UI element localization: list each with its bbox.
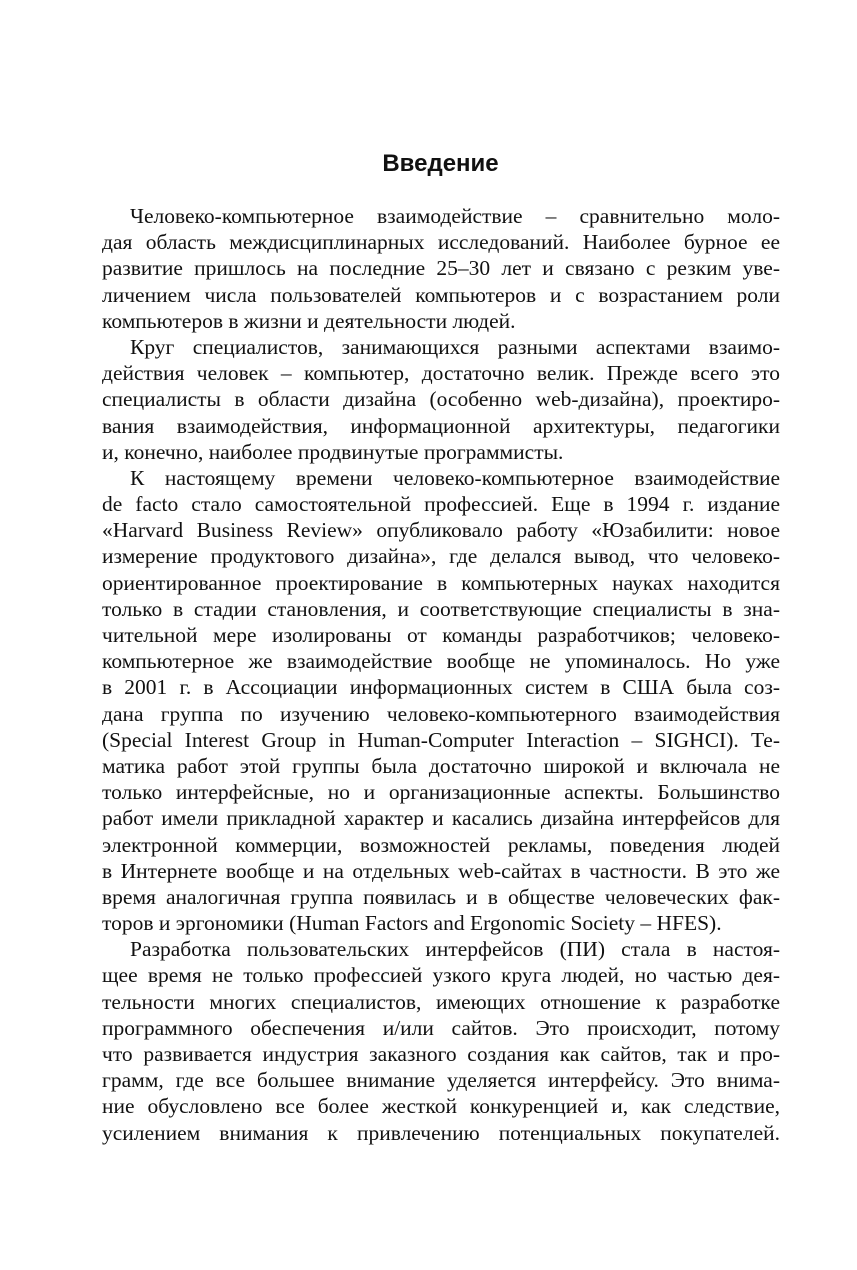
text-line: de facto стало самостоятельной профессией. Еще в 1994 г. издание [102,492,780,517]
text-line: дая область междисциплинарных исследований. Наиболее бурное ее [102,230,780,255]
text-line: развитие пришлось на последние 25–30 лет и связано с резким уве- [102,256,780,281]
text-line: Круг специалистов, занимающихся разными аспектами взаимо- [130,334,780,359]
paragraph [102,465,780,936]
text-line: в 2001 г. в Ассоциации информационных систем в США была соз- [102,675,780,700]
text-line: компьютерное же взаимодействие вообще не упоминалось. Но уже [102,649,780,674]
text-line: торов и эргономики (Human Factors and Ergonomic Society – HFES). [102,911,722,936]
text-line: только интерфейсные, но и организационные аспекты. Большинство [102,780,780,805]
text-line: (Special Interest Group in Human-Computer Interaction – SIGHCI). Те- [102,727,780,752]
text-line: в Интернете вообще и на отдельных web-сайтах в частности. В это же [102,858,780,883]
paragraph [102,203,780,334]
body-text [102,203,780,1146]
text-line: работ имели прикладной характер и касались дизайна интерфейсов для [102,806,780,831]
text-line: чительной мере изолированы от команды разработчиков; человеко- [102,623,780,647]
text-line: и, конечно, наиболее продвинутые программисты. [102,439,564,464]
text-line: специалисты в области дизайна (особенно web-дизайна), проектиро- [102,387,780,412]
text-line: щее время не только профессией узкого круга людей, но частью дея- [102,963,780,988]
text-line: Разработка пользовательских интерфейсов (ПИ) стала в настоя- [130,937,780,962]
text-line: Человеко-компьютерное взаимодействие – сравнительно моло- [130,204,780,228]
text-line: грамм, где все большее внимание уделяется интерфейсу. Это внима- [102,1068,780,1093]
text-line: матика работ этой группы была достаточно широкой и включала не [102,753,780,778]
text-line: действия человек – компьютер, достаточно велик. Прежде всего это [102,361,780,386]
chapter-title: Введение [382,150,499,177]
text-line: только в стадии становления, и соответствующие специалисты в зна- [102,596,780,621]
text-line: «Harvard Business Review» опубликовало работу «Юзабилити: новое [102,518,780,543]
text-line: ние обусловлено все более жесткой конкуренцией и, как следствие, [102,1094,780,1119]
text-line: измерение продуктового дизайна», где делался вывод, что человеко- [102,544,780,569]
text-line: что развивается индустрия заказного создания как сайтов, так и про- [102,1042,780,1066]
paragraph [102,936,780,1146]
text-line: усилением внимания к привлечению потенциальных покупателей. [102,1120,780,1145]
text-line: электронной коммерции, возможностей рекламы, поведения людей [102,832,780,857]
paragraph [102,334,780,465]
text-line: К настоящему времени человеко-компьютерное взаимодействие [130,465,780,490]
text-line: программного обеспечения и/или сайтов. Это происходит, потому [102,1015,780,1040]
text-line: ориентированное проектирование в компьютерных науках находится [102,570,780,595]
text-line: дана группа по изучению человеко-компьютерного взаимодействия [102,701,780,726]
text-line: личением числа пользователей компьютеров и с возрастанием роли [102,282,780,307]
text-line: компьютеров в жизни и деятельности людей. [102,308,516,333]
text-line: тельности многих специалистов, имеющих отношение к разработке [102,989,780,1014]
text-line: время аналогичная группа появилась и в обществе человеческих фак- [102,884,780,909]
text-line: вания взаимодействия, информационной архитектуры, педагогики [102,413,780,438]
